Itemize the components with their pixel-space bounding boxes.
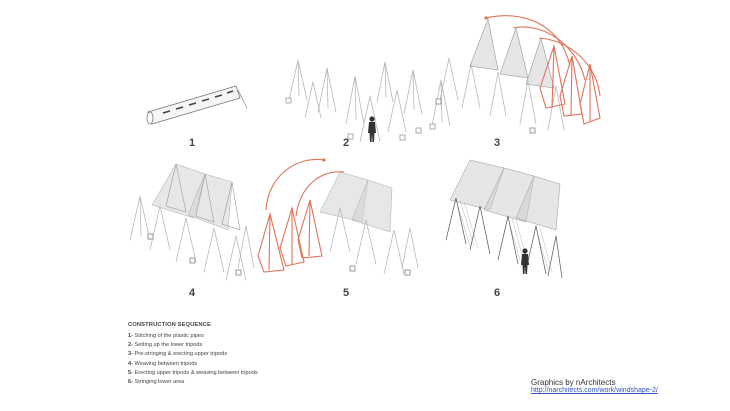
panel-6-structure: [446, 160, 562, 278]
legend-item: 1- Stitching of the plastic pipes: [128, 332, 204, 339]
legend-item: 6- Stringing lower area: [128, 379, 185, 386]
credit-block: [531, 378, 658, 395]
person-silhouette: [521, 248, 529, 274]
construction-sequence-legend: [128, 323, 258, 389]
step-number: 4: [189, 287, 196, 299]
legend-item: 5- Erecting upper tripods & weaving between tripods: [128, 369, 258, 376]
panel-3-structure: [436, 16, 600, 133]
credit-line: Graphics by nArchitects: [531, 378, 616, 387]
panel-1-pipe: [147, 86, 247, 124]
step-number: 5: [343, 287, 350, 299]
legend-title: CONSTRUCTION SEQUENCE: [128, 322, 211, 328]
legend-item: 3- Pre-stringing & erecting upper tripods: [128, 351, 228, 358]
legend-item: 2- Setting up the lower tripods: [128, 342, 203, 349]
person-silhouette: [368, 116, 376, 142]
step-number: 6: [494, 287, 501, 299]
panel-5-structure: [258, 158, 418, 275]
credit-link[interactable]: http://narchitects.com/work/windshape-2/: [531, 387, 658, 395]
legend-item: 4- Weaving between tripods: [128, 360, 198, 367]
step-number: 1: [189, 137, 196, 149]
panel-4-structure: [130, 164, 254, 280]
step-number: 2: [343, 137, 350, 149]
panel-2-lower-tripods: [286, 60, 450, 142]
step-number: 3: [494, 137, 501, 149]
